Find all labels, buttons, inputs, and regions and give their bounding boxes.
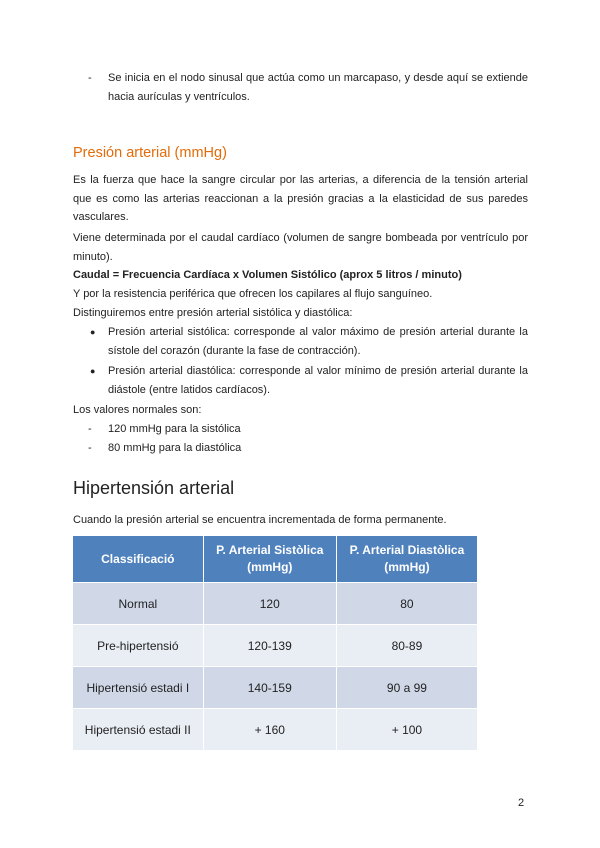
list-item-text: Presión arterial diastólica: corresponde al valor mínimo de presión arterial durante la diástole (entre latidos cardíacos). <box>108 365 528 396</box>
header-diastolica: P. Arterial Diastòlica (mmHg) <box>336 536 477 583</box>
cell-classificacio: Hipertensió estadi I <box>73 667 203 709</box>
cell-classificacio: Pre-hipertensió <box>73 625 203 667</box>
paragraph-valores-normales: Los valores normales son: <box>73 404 202 416</box>
paragraph-definition: Es la fuerza que hace la sangre circular por las arterias, a diferencia de la tensión arterial que es como las arterias reaccionan a la presión gracias a la elasticidad de sus paredes vasculares. <box>73 174 528 223</box>
table-row <box>73 583 477 625</box>
cell-diastolica: + 100 <box>336 709 477 751</box>
list-item-nodo-sinusal <box>88 69 528 106</box>
page-number: 2 <box>518 797 525 809</box>
list-item-normal-sistolica <box>88 420 528 439</box>
paragraph-caudal: Viene determinada por el caudal cardíaco (volumen de sangre bombeada por ventrículo por minuto). <box>73 232 528 263</box>
cell-classificacio: Normal <box>73 583 203 625</box>
table-row <box>73 709 477 751</box>
header-sistolica: P. Arterial Sistòlica (mmHg) <box>203 536 336 583</box>
list-item-text: 80 mmHg para la diastólica <box>108 442 242 454</box>
list-item-text: Se inicia en el nodo sinusal que actúa como un marcapaso, y desde aquí se extiende hacia aurículas y ventrículos. <box>108 72 528 103</box>
cell-diastolica: 80 <box>336 583 477 625</box>
dash-marker: - <box>88 442 92 454</box>
paragraph-hipertension-intro: Cuando la presión arterial se encuentra incrementada de forma permanente. <box>73 514 447 526</box>
cell-diastolica: 80-89 <box>336 625 477 667</box>
bullet-marker: ● <box>90 327 96 337</box>
cell-sistolica: 140-159 <box>203 667 336 709</box>
cell-sistolica: 120 <box>203 583 336 625</box>
list-item-normal-diastolica <box>88 439 528 458</box>
section-heading-presion: Presión arterial (mmHg) <box>73 145 227 161</box>
dash-marker: - <box>88 423 92 435</box>
cell-diastolica: 90 a 99 <box>336 667 477 709</box>
formula-caudal: Caudal = Frecuencia Cardíaca x Volumen Sistólico (aprox 5 litros / minuto) <box>73 269 462 281</box>
classification-table <box>73 536 477 750</box>
table-row <box>73 667 477 709</box>
paragraph-distinguiremos: Distinguiremos entre presión arterial sistólica y diastólica: <box>73 307 353 319</box>
table-header-row <box>73 536 477 583</box>
cell-sistolica: 120-139 <box>203 625 336 667</box>
header-classificacio: Classificació <box>73 536 203 583</box>
list-item-sistolica <box>88 323 528 360</box>
cell-sistolica: + 160 <box>203 709 336 751</box>
list-item-text: Presión arterial sistólica: corresponde al valor máximo de presión arterial durante la sístole del corazón (durante la fase de contracción). <box>108 326 528 357</box>
cell-classificacio: Hipertensió estadi II <box>73 709 203 751</box>
table-row <box>73 625 477 667</box>
bullet-marker: ● <box>90 366 96 376</box>
dash-marker: - <box>88 72 92 84</box>
list-item-diastolica <box>88 362 528 399</box>
section-heading-hipertension: Hipertensión arterial <box>73 478 235 498</box>
list-item-text: 120 mmHg para la sistólica <box>108 423 241 435</box>
paragraph-resistencia: Y por la resistencia periférica que ofrecen los capilares al flujo sanguíneo. <box>73 288 433 300</box>
